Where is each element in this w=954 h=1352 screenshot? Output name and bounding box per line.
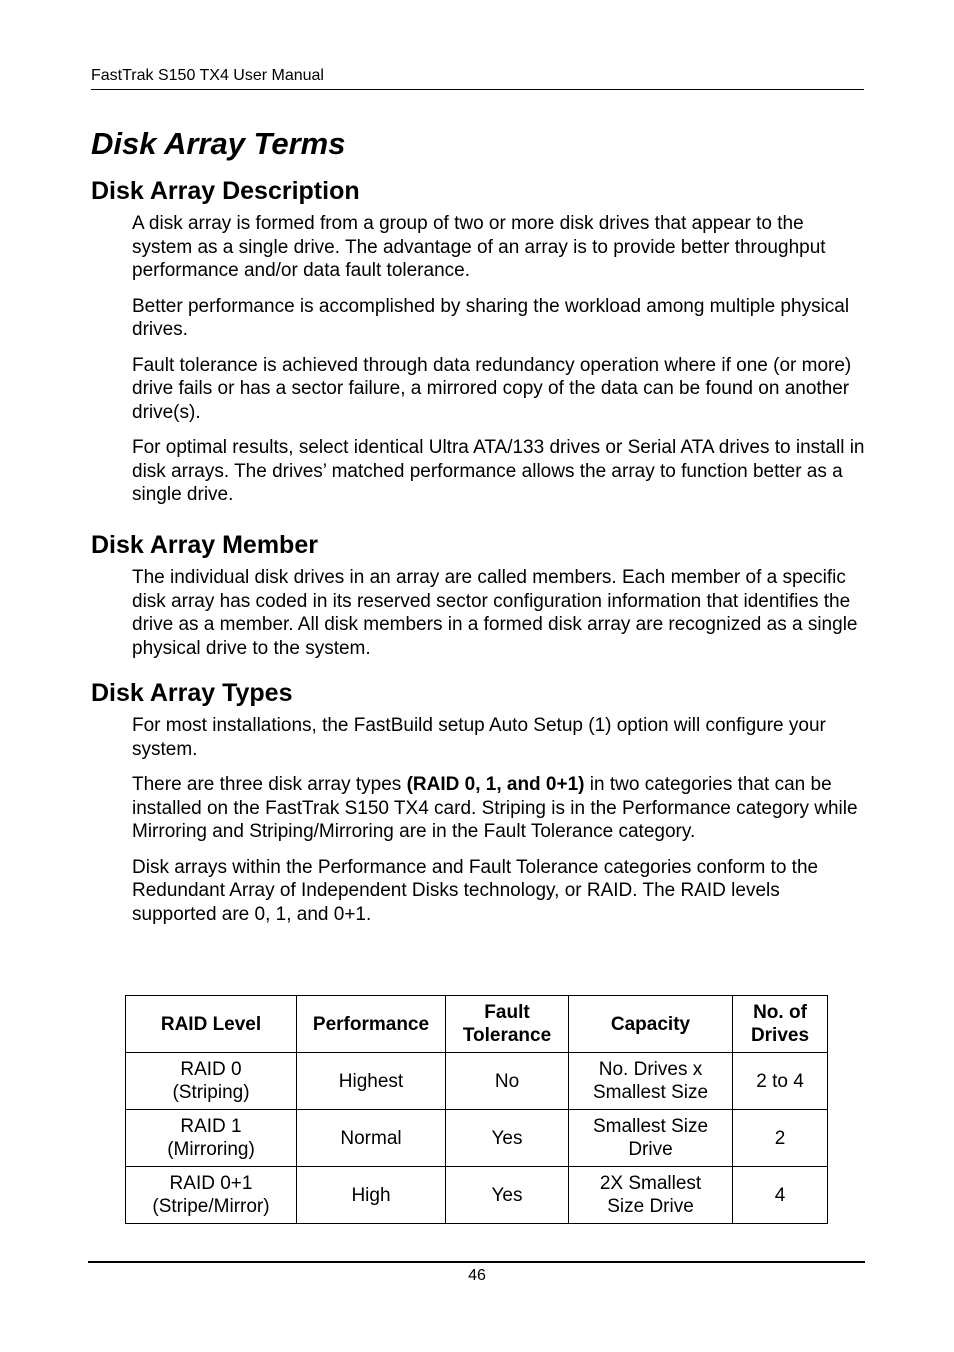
table-cell: High [297, 1167, 446, 1224]
table-row [126, 1167, 828, 1224]
column-header: Fault Tolerance [446, 996, 569, 1053]
table-cell: RAID 0 (Striping) [126, 1053, 297, 1110]
raid-level-table [125, 995, 828, 1224]
paragraph: Disk arrays within the Performance and Fault Tolerance categories conform to the Redundant Array of Independent Disks technology, or RAID. The RAID levels supported are 0, 1, and 0+1. [132, 856, 819, 925]
table-row [126, 1053, 828, 1110]
section-disk-array-member [91, 530, 871, 672]
bold-text-run: (RAID 0, 1, and 0+1) [406, 774, 585, 795]
section-disk-array-types [91, 678, 871, 938]
table-body [126, 1053, 828, 1224]
table-cell: Highest [297, 1053, 446, 1110]
section-heading: Disk Array Description [91, 177, 360, 205]
table-cell: 2 to 4 [733, 1053, 828, 1110]
page-number: 46 [468, 1267, 486, 1284]
paragraph: For most installations, the FastBuild setup Auto Setup (1) option will configure your system. [132, 715, 826, 760]
column-header: RAID Level [126, 996, 297, 1053]
section-heading: Disk Array Types [91, 679, 293, 707]
paragraph: The individual disk drives in an array are called members. Each member of a specific disk array has coded in its reserved sector configuration information that identifies the drive as a member. All disk members in a formed disk array are recognized as a single physical drive to the system. [132, 567, 858, 659]
running-header: FastTrak S150 TX4 User Manual [91, 66, 864, 90]
table-cell: No. Drives x Smallest Size [569, 1053, 733, 1110]
section-disk-array-description [91, 176, 871, 519]
text-run: There are three disk array types [132, 774, 407, 795]
table-cell: Yes [446, 1167, 569, 1224]
footer-divider [88, 1261, 865, 1263]
table-cell: Yes [446, 1110, 569, 1167]
page-title: Disk Array Terms [91, 126, 346, 161]
text-run: in two categories that can be installed on the FastTrak S150 TX4 card. Striping is in the Performance category while Mirroring and Striping/Mirroring are in the Fault Tolerance category. [132, 774, 858, 842]
paragraph: Better performance is accomplished by sharing the workload among multiple physical drives. [132, 295, 850, 340]
column-header: No. of Drives [733, 996, 828, 1053]
table-header-row [126, 996, 828, 1053]
section-heading: Disk Array Member [91, 531, 318, 559]
table-cell: No [446, 1053, 569, 1110]
column-header: Capacity [569, 996, 733, 1053]
paragraph: For optimal results, select identical Ultra ATA/133 drives or Serial ATA drives to install in disk arrays. The drives’ matched performance allows the array to function better as a single drive. [132, 437, 865, 505]
table-cell: 4 [733, 1167, 828, 1224]
paragraph: A disk array is formed from a group of two or more disk drives that appear to the system as a single drive. The advantage of an array is to provide better throughput performance and/or data fault tolerance. [132, 213, 826, 281]
table-row [126, 1110, 828, 1167]
table-cell: RAID 1 (Mirroring) [126, 1110, 297, 1167]
table-cell: RAID 0+1 (Stripe/Mirror) [126, 1167, 297, 1224]
paragraph-raid-types [132, 773, 867, 844]
table-cell: Smallest Size Drive [569, 1110, 733, 1167]
table-cell: Normal [297, 1110, 446, 1167]
paragraph: Fault tolerance is achieved through data redundancy operation where if one (or more) drive fails or has a sector failure, a mirrored copy of the data can be found on another drive(s). [132, 354, 852, 423]
table-cell: 2X Smallest Size Drive [569, 1167, 733, 1224]
table-cell: 2 [733, 1110, 828, 1167]
column-header: Performance [297, 996, 446, 1053]
